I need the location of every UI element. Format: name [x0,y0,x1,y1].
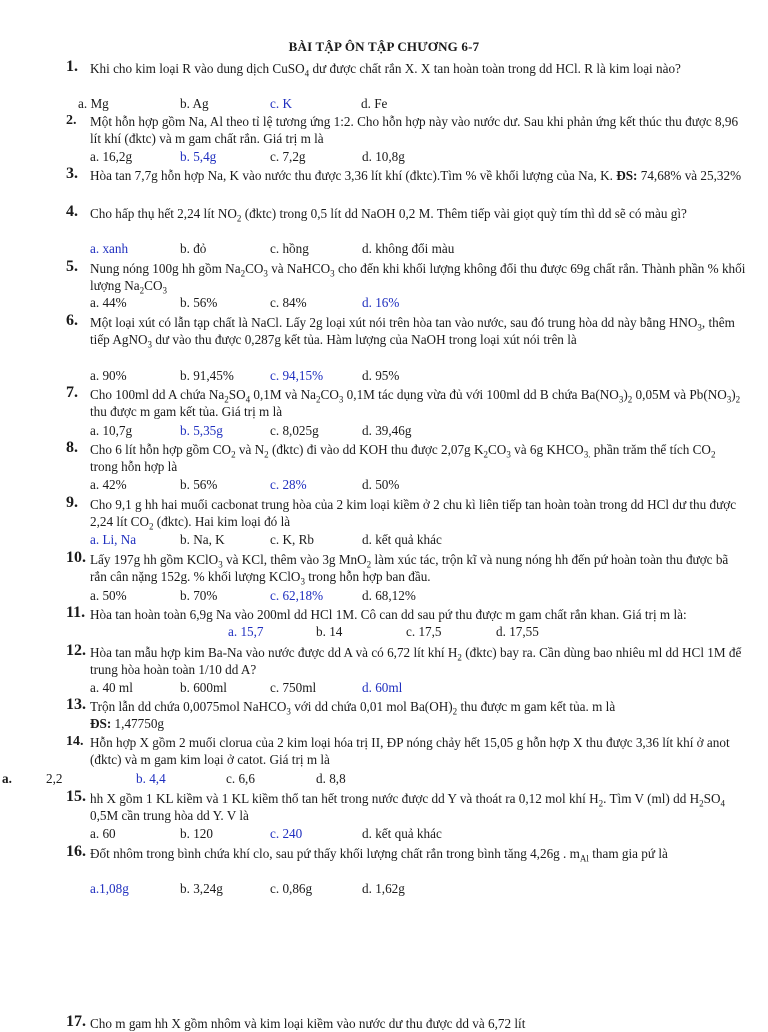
option-a: a. 90% [90,368,127,383]
option-b: b. Na, K [180,532,225,547]
option-a: a. 10,7g [90,423,133,438]
question-text: Hòa tan mẫu hợp kim Ba-Na vào nước được dd A và có 6,72 lít khí $H_2$ (đktc) bay ra. Cần dùng bao nhiêu ml dd HCl 1M để trung hòa hoàn toàn 1/10 dd A? [90,645,742,677]
question-number: 17. [66,1013,86,1030]
option-c: c. 17,5 [406,624,442,639]
option-d: d. 17,55 [496,624,539,639]
question-text: Nung nóng 100g hh gồm $Na_2CO_3$ và NaHCO$_3$ cho đến khi khối lượng không đổi thu được 69g chất rắn. Thành phần % khối lượng $Na_2CO_3$ [90,261,746,296]
option-d: d. không đổi màu [362,241,455,256]
option-b: b. đỏ [180,241,207,256]
question-text: Một loại xút có lẫn tạp chất là NaCl. Lấy 2g loại xút nói trên hòa tan vào nước, sau đó trung hòa dd này bằng $HNO_3$, thêm tiếp AgNO$_3$ dư vào thu được 0,287g kết tủa. Hàm lượng của NaOH trong loại xút nói trên là [90,315,735,350]
question-text: Hỗn hợp X gồm 2 muối clorua của 2 kim loại hóa trị II, ĐP nóng chảy hết 15,05 g hỗn hợp X thu được 3,36 lít khí ở anot (đktc) và m gam kim loại ở catot. Giá trị m là [90,735,730,767]
question-12 [66,644,746,678]
option-a: 2,2 [46,771,63,786]
option-b: b. Ag [180,96,209,111]
question-10 [66,551,746,585]
question-text: Cho 6 lít hỗn hợp gồm $CO_2$ và $N_2$ (đktc) đi vào dd KOH thu được 2,07g $K_2CO_3$ và 6g $KHCO_{3.}$ phần trăm thể tích $CO_2$ trong hỗn hợp là [90,442,716,474]
question-number: 8. [66,439,78,456]
option-b: b. 56% [180,477,218,492]
question-7 [66,386,746,420]
question-8 [66,441,746,475]
option-d: d. 10,8g [362,149,405,164]
option-b: b. 4,4 [136,771,166,786]
question-number: 9. [66,494,78,511]
page-title: BÀI TẬP ÔN TẬP CHƯƠNG 6-7 [288,39,480,54]
option-b: b. 5,35g [180,423,223,438]
option-d: d. 1,62g [362,881,405,896]
question-number: 5. [66,258,78,275]
option-d: d. kết quả khác [362,532,442,547]
option-b: b. 14 [316,624,343,639]
option-c: c. 8,025g [270,423,319,438]
question-text: hh X gồm 1 KL kiềm và 1 KL kiềm thổ tan hết trong nước được dd Y và thoát ra 0,12 mol khí $H_2$. Tìm V (ml) dd $H_2SO_4$ 0,5M cần trung hòa dd Y. V là [90,791,725,823]
option-a: a. 44% [90,295,127,310]
option-c: c. 6,6 [226,771,255,786]
question-number: 14. [66,734,84,749]
question-text: Lấy 197g hh gồm KClO$_3$ và KCl, thêm vào 3g MnO$_2$ làm xúc tác, trộn kĩ và nung nóng hh đến pứ hoàn toàn thu được bã rắn cân nặng 152g. % khối lượng KClO$_3$ trong hỗn hợp ban đầu. [90,552,729,587]
question-text: Hòa tan hoàn toàn 6,9g Na vào 200ml dd HCl 1M. Cô can dd sau pứ thu được m gam chất rắn khan. Giá trị m là: [90,607,687,622]
option-c: c. 750ml [270,680,317,695]
question-2 [66,113,746,147]
option-d: d. 39,46g [362,423,412,438]
question-number: 10. [66,549,86,566]
question-text: Trộn lẫn dd chứa 0,0075mol NaHCO$_3$ với dd chứa 0,01 mol $Ba(OH)_2$ thu được m gam kết tủa. m là ĐS: 1,47750g [90,699,616,731]
question-13 [66,698,746,732]
option-b: b. 3,24g [180,881,223,896]
option-a-label: a. [2,771,12,786]
option-c: c. hồng [270,241,309,256]
question-text: Cho 9,1 g hh hai muối cacbonat trung hòa của 2 kim loại kiềm ở 2 chu kì liên tiếp tan hoàn toàn trong dd HCl dư thu được 2,24 lít $CO_2$ (đktc). Hai kim loại đó là [90,497,737,532]
option-c: c. 7,2g [270,149,306,164]
option-d: d. 68,12% [362,588,416,603]
question-text: Một hỗn hợp gồm Na, Al theo tỉ lệ tương ứng 1:2. Cho hỗn hợp này vào nước dư. Sau khi phản ứng kết thúc thu được 8,96 lít khí (đktc) và m gam chất rắn. Giá trị m là [90,114,739,146]
question-number: 3. [66,165,78,182]
option-b: b. 91,45% [180,368,234,383]
option-d: d. kết quả khác [362,826,442,841]
option-b: b. 120 [180,826,213,841]
question-16 [66,845,746,862]
question-number: 1. [66,58,78,75]
question-5 [66,260,746,294]
option-a: a. 50% [90,588,127,603]
option-a: a. Li, Na [90,532,137,547]
question-number: 15. [66,788,86,805]
option-d: d. 60ml [362,680,403,695]
option-c: c. 94,15% [270,368,324,383]
option-a: a. 42% [90,477,127,492]
option-c: c. 62,18% [270,588,324,603]
question-number: 13. [66,696,86,713]
question-text: Hòa tan 7,7g hỗn hợp Na, K vào nước thu được 3,36 lít khí (đktc).Tìm % về khối lượng của Na, K. ĐS: 74,68% và 25,32% [90,168,742,183]
option-b: b. 600ml [180,680,227,695]
option-c: c. 28% [270,477,307,492]
option-d: d. 8,8 [316,771,346,786]
question-3 [66,167,746,184]
option-a: a. Mg [78,96,109,111]
option-b: b. 70% [180,588,218,603]
option-a: a.1,08g [90,881,129,896]
question-number: 2. [66,113,77,128]
question-number: 6. [66,312,78,329]
question-9 [66,496,746,530]
question-number: 16. [66,843,86,860]
option-d: d. 16% [362,295,400,310]
option-c: c. K, Rb [270,532,314,547]
option-d: d. 50% [362,477,400,492]
question-text: Đốt nhôm trong bình chứa khí clo, sau pứ thấy khối lượng chất rắn trong bình tăng 4,26g . $m_{Al}$ tham gia pứ là [90,846,668,864]
option-a: a. 40 ml [90,680,133,695]
question-11 [66,606,746,623]
question-1 [66,60,746,77]
question-text: Khi cho kim loại R vào dung dịch CuSO$_4$ dư được chất rắn X. X tan hoàn toàn trong dd HCl. R là kim loại nào? [90,61,681,79]
question-6 [66,314,746,348]
question-number: 7. [66,384,78,401]
option-d: d. 95% [362,368,400,383]
question-text: Cho m gam hh X gồm nhôm và kim loại kiềm vào nước dư thu được dd và 6,72 lít [90,1016,526,1031]
question-text: Cho 100ml dd A chứa $Na_2SO_4$ 0,1M và $Na_2CO_3$ 0,1M tác dụng vừa đủ với 100ml dd B chứa $Ba(NO_3)_2$ 0,05M và $Pb(NO_3)_2$ thu được m gam kết tủa. Giá trị m là [90,387,741,419]
option-a: a. 15,7 [228,624,264,639]
question-number: 12. [66,642,86,659]
question-14 [66,734,746,768]
option-b: b. 5,4g [180,149,217,164]
question-4 [66,205,746,222]
question-number: 11. [66,604,86,621]
option-b: b. 56% [180,295,218,310]
option-d: d. Fe [361,96,388,111]
option-c: c. 84% [270,295,307,310]
option-a: a. 16,2g [90,149,133,164]
question-15 [66,790,746,824]
question-text: Cho hấp thụ hết 2,24 lít $NO_2$ (đktc) trong 0,5 lít dd NaOH 0,2 M. Thêm tiếp vài giọt quỳ tím thì dd sẽ có màu gì? [90,206,687,224]
option-c: c. K [270,96,292,111]
option-a: a. xanh [90,241,129,256]
option-a: a. 60 [90,826,116,841]
option-c: c. 240 [270,826,303,841]
option-c: c. 0,86g [270,881,313,896]
question-number: 4. [66,203,78,220]
